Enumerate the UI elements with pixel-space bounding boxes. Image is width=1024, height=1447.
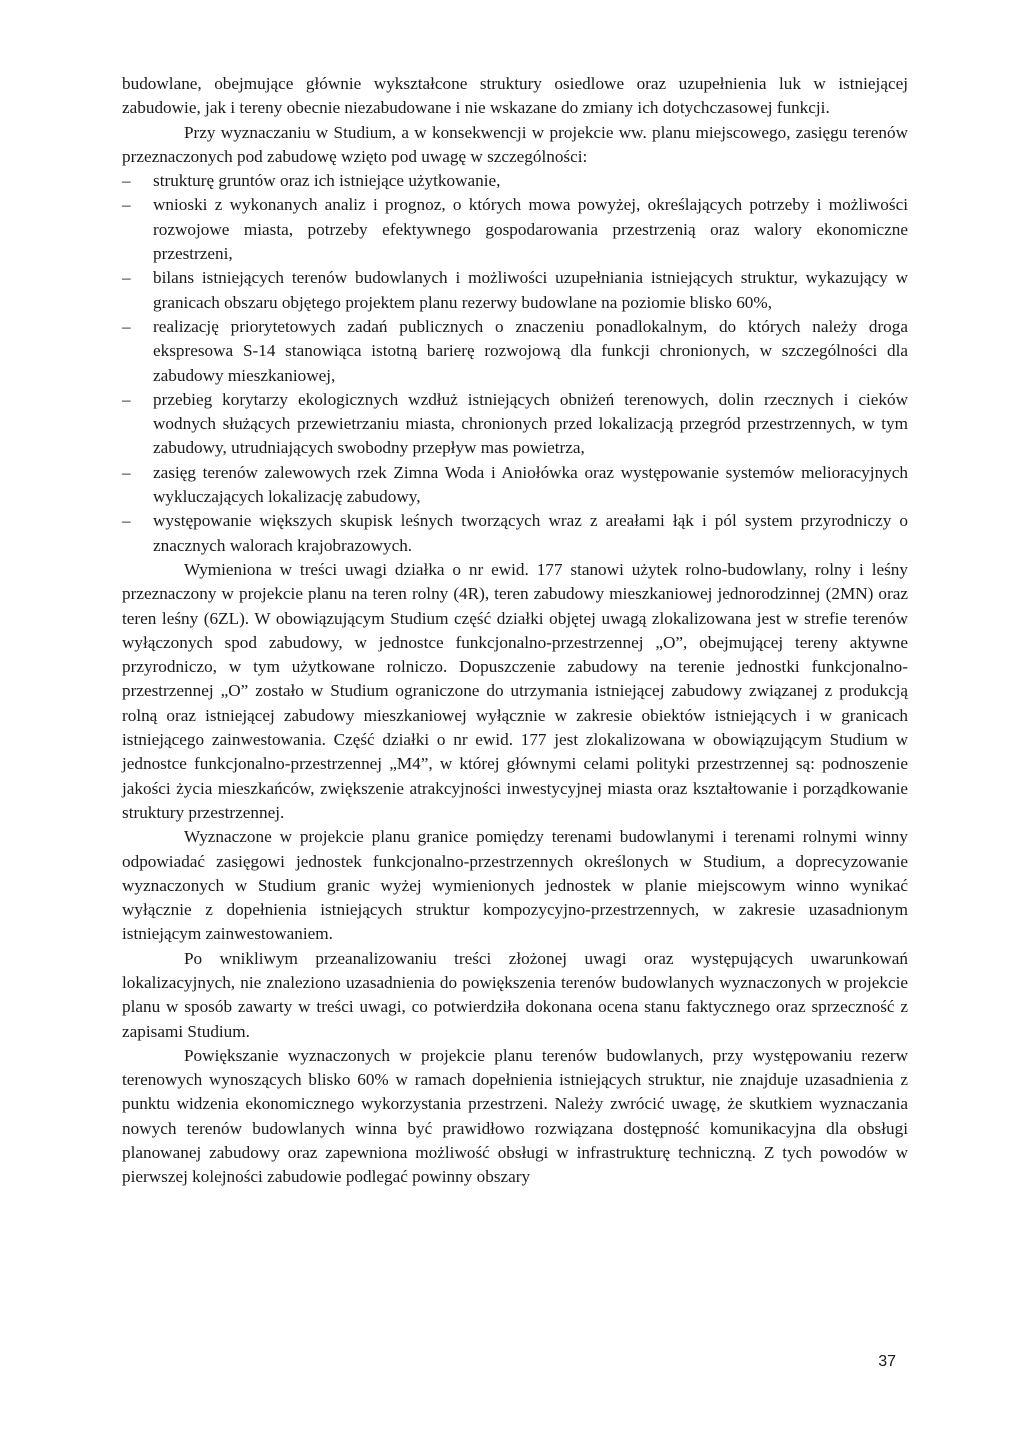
list-item: – występowanie większych skupisk leśnych tworzących wraz z areałami łąk i pól system przyrodniczy o znacznych walorach krajobrazowych. (122, 509, 908, 558)
list-item: – strukturę gruntów oraz ich istniejące użytkowanie, (122, 169, 908, 193)
list-item: – bilans istniejących terenów budowlanych i możliwości uzupełniania istniejących struktur, wykazujący w granicach obszaru objętego projektem planu rezerwy budowlane na poziomie blisko 60%, (122, 266, 908, 315)
paragraph-boundaries: Wyznaczone w projekcie planu granice pomiędzy terenami budowlanymi i terenami rolnymi winny odpowiadać zasięgowi jednostek funkcjonalno-przestrzennych określonych w Studium, a doprecyzowanie wyznaczonych w Studium granic wyżej wymienionych jednostek w planie miejscowym winno wynikać wyłącznie z dopełnienia istniejących struktur kompozycyjno-przestrzennych, w zakresie uzasadnionym istniejącym zainwestowaniem. (122, 827, 908, 944)
paragraph-parcel: Wymieniona w treści uwagi działka o nr ewid. 177 stanowi użytek rolno-budowlany, rolny i leśny przeznaczony w projekcie planu na teren rolny (4R), teren zabudowy mieszkaniowej jednorodzinnej (2MN) oraz teren leśny (6ZL). W obowiązującym Studium część działki objętej uwagą zlokalizowana jest w strefie terenów wyłączonych spod zabudowy, w jednostce funkcjonalno-przestrzennej „O”, obejmującej tereny aktywne przyrodniczo, w tym użytkowane rolniczo. Dopuszczenie zabudowy na terenie jednostki funkcjonalno-przestrzennej „O” zostało w Studium ograniczone do utrzymania istniejącej zabudowy związanej z produkcją rolną oraz istniejącej zabudowy mieszkaniowej wyłącznie w zakresie obiektów istniejących i w granicach istniejącego zainwestowania. Część działki o nr ewid. 177 jest zlokalizowana w obowiązującym Studium w jednostce funkcjonalno-przestrzennej „M4”, w której głównymi celami polityki przestrzennej są: podnoszenie jakości życia mieszkańców, zwiększenie atrakcyjności inwestycyjnej miasta oraz kształtowanie i porządkowanie struktury przestrzennej. (122, 559, 908, 822)
page-content (122, 72, 908, 1190)
list-item: – wnioski z wykonanych analiz i prognoz, o których mowa powyżej, określających potrzeby i możliwości rozwojowe miasta, potrzeby efektywnego gospodarowania przestrzenią oraz walory ekonomiczne przestrzeni, (122, 193, 908, 266)
page-number: 37 (878, 1353, 896, 1370)
paragraph-continuation: budowlane, obejmujące głównie wykształcone struktury osiedlowe oraz uzupełnienia luk w istniejącej zabudowie, jak i tereny obecnie niezabudowane i nie wskazane do zmiany ich dotychczasowej funkcji. (122, 74, 908, 118)
paragraph-enlargement: Powiększanie wyznaczonych w projekcie planu terenów budowlanych, przy występowaniu rezerw terenowych wynoszących blisko 60% w ramach dopełnienia istniejących struktur, nie znajduje uzasadnienia z punktu widzenia ekonomicznego wykorzystania przestrzeni. Należy zwrócić uwagę, że skutkiem wyznaczania nowych terenów budowlanych winna być prawidłowo rozwiązana dostępność komunikacyjna dla obsługi planowanej zabudowy oraz zapewniona możliwość obsługi w infrastrukturę techniczną. Z tych powodów w pierwszej kolejności zabudowie podlegać powinny obszary (122, 1045, 908, 1187)
paragraph-analysis: Po wnikliwym przeanalizowaniu treści złożonej uwagi oraz występujących uwarunkowań lokalizacyjnych, nie znaleziono uzasadnienia do powiększenia terenów budowlanych wyznaczonych w projekcie planu w sposób zawarty w treści uwagi, co potwierdziła dokonana ocena stanu faktycznego oraz sprzeczność z zapisami Studium. (122, 948, 908, 1041)
list-item: – realizację priorytetowych zadań publicznych o znaczeniu ponadlokalnym, do których należy droga ekspresowa S-14 stanowiąca istotną barierę rozwojową dla funkcji chronionych, w szczególności dla zabudowy mieszkaniowej, (122, 315, 908, 388)
paragraph-intro: Przy wyznaczaniu w Studium, a w konsekwencji w projekcie ww. planu miejscowego, zasięgu terenów przeznaczonych pod zabudowę wzięto pod uwagę w szczególności: (122, 122, 908, 166)
list-item: – przebieg korytarzy ekologicznych wzdłuż istniejących obniżeń terenowych, dolin rzecznych i cieków wodnych służących przewietrzaniu miasta, chronionych przed lokalizacją przegród przestrzennych, w tym zabudowy, utrudniających swobodny przepływ mas powietrza, (122, 388, 908, 461)
list-item: – zasięg terenów zalewowych rzek Zimna Woda i Aniołówka oraz występowanie systemów melioracyjnych wykluczających lokalizację zabudowy, (122, 461, 908, 510)
criteria-list (122, 169, 908, 558)
